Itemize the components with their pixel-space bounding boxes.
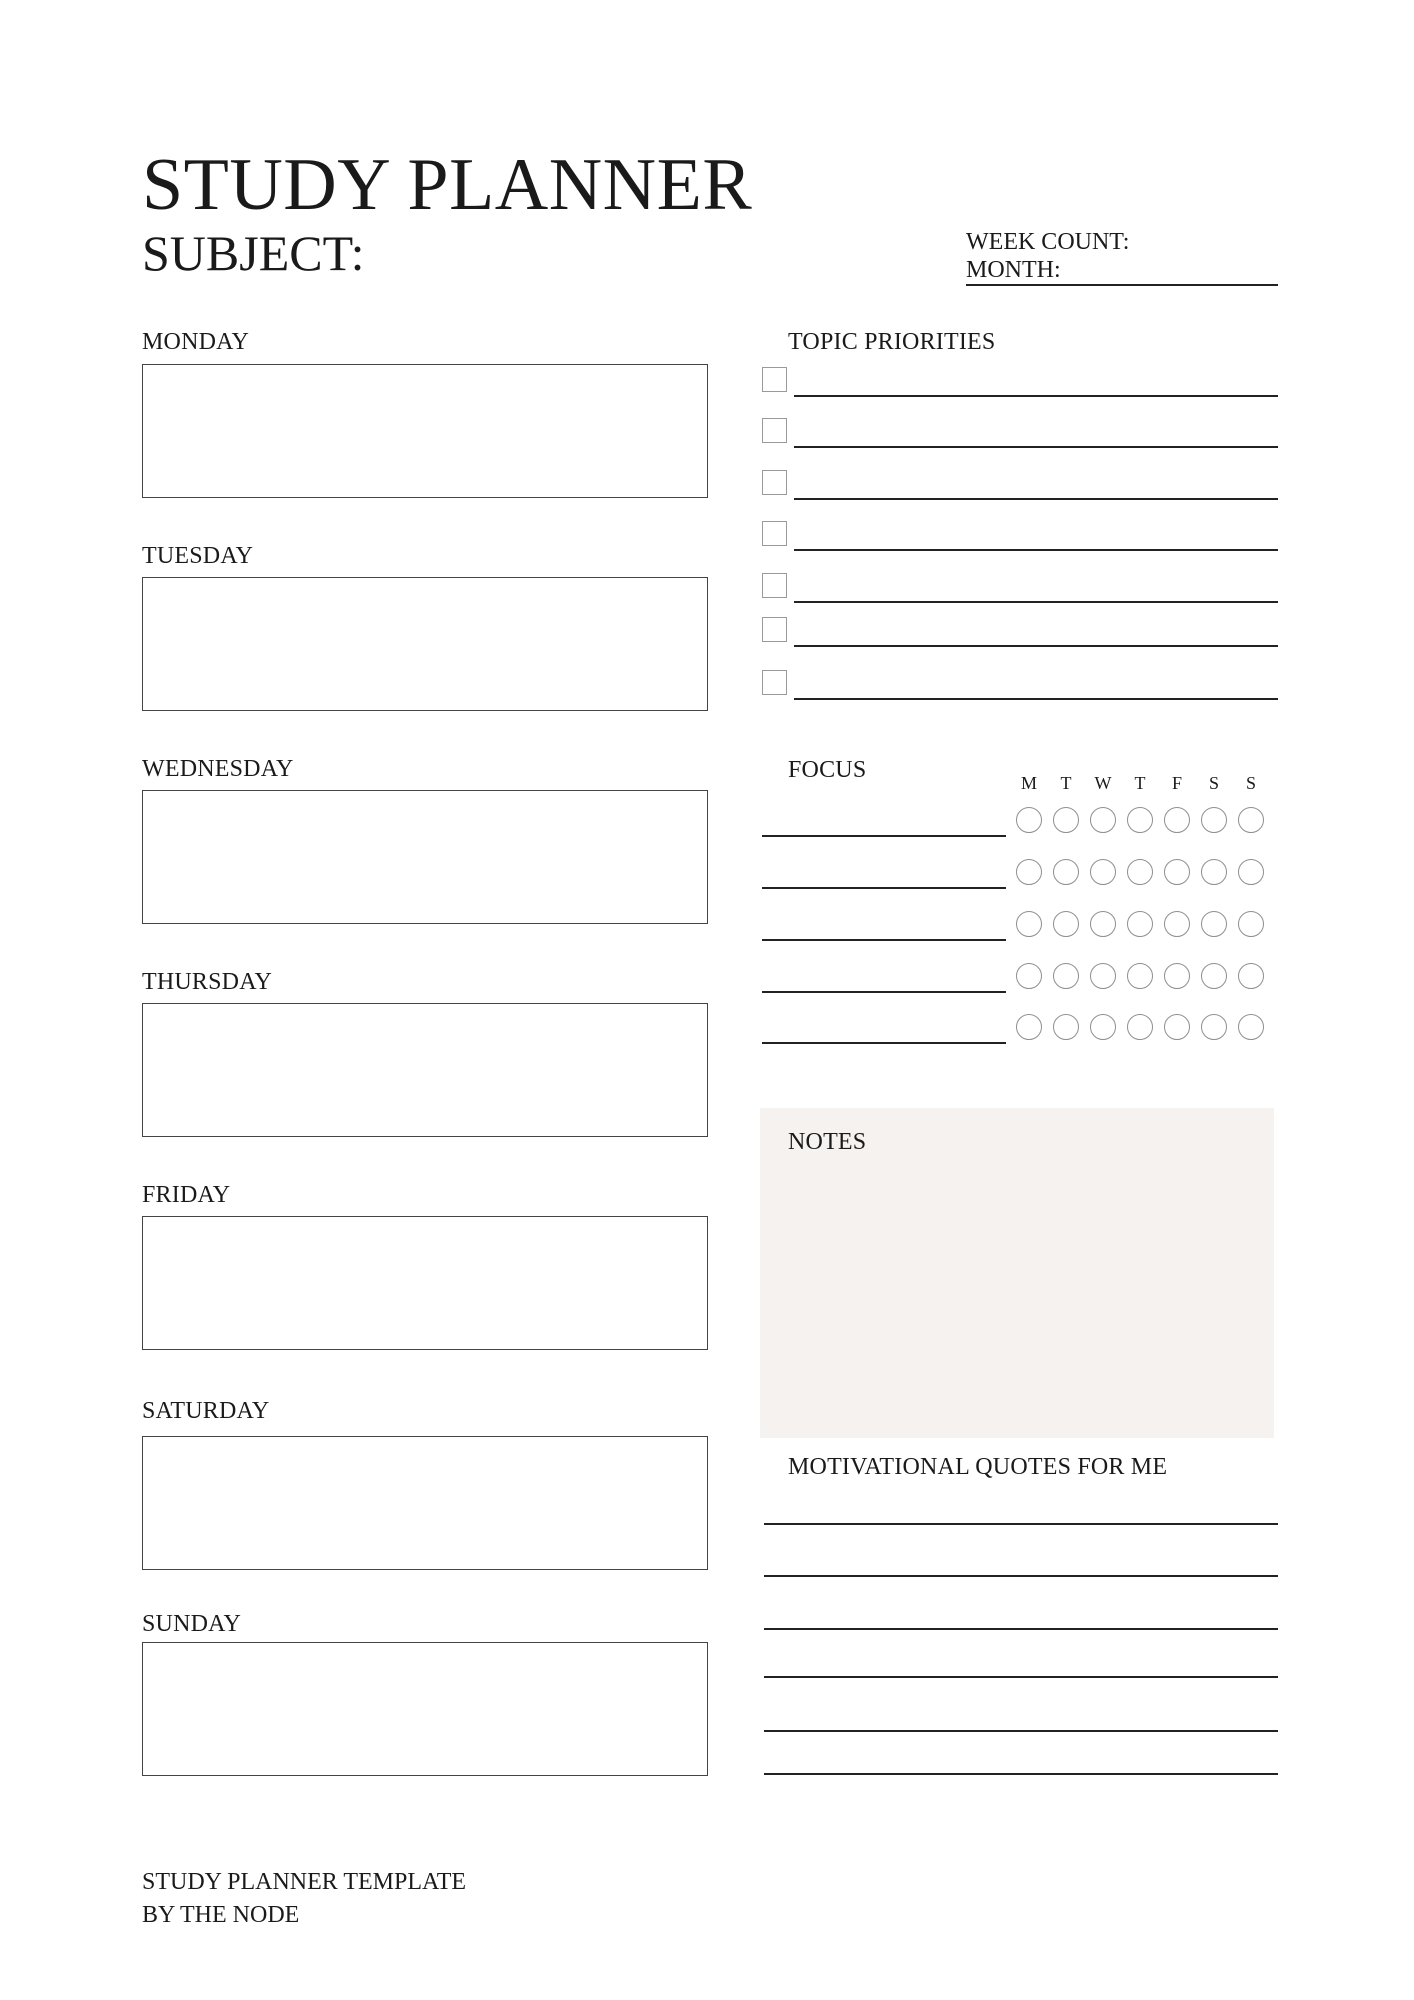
topic-priority-line[interactable] <box>794 601 1278 603</box>
quote-line[interactable] <box>764 1523 1278 1525</box>
day-box-saturday[interactable] <box>142 1436 708 1570</box>
focus-day-circle[interactable] <box>1053 859 1079 885</box>
motivational-quotes-label: MOTIVATIONAL QUOTES FOR ME <box>788 1454 1168 1480</box>
topic-priority-row <box>762 367 1278 397</box>
focus-day-circle[interactable] <box>1016 1014 1042 1040</box>
focus-day-circle[interactable] <box>1090 807 1116 833</box>
focus-day-circle[interactable] <box>1090 911 1116 937</box>
focus-day-circle[interactable] <box>1053 963 1079 989</box>
focus-day-circle[interactable] <box>1238 1014 1264 1040</box>
day-box-sunday[interactable] <box>142 1642 708 1776</box>
focus-weekday-header <box>1016 772 1278 794</box>
topic-priority-line[interactable] <box>794 446 1278 448</box>
focus-day-circle[interactable] <box>1016 807 1042 833</box>
focus-day-circle[interactable] <box>1127 963 1153 989</box>
focus-day-circle[interactable] <box>1016 911 1042 937</box>
month-label: MONTH: <box>966 257 1061 283</box>
focus-weekday-initial: M <box>1020 773 1037 793</box>
topic-priority-row <box>762 418 1278 448</box>
day-label-sunday: SUNDAY <box>142 1611 242 1637</box>
focus-day-circle[interactable] <box>1238 859 1264 885</box>
day-label-wednesday: WEDNESDAY <box>142 756 294 782</box>
focus-day-circle[interactable] <box>1164 1014 1190 1040</box>
week-count-label: WEEK COUNT: <box>966 229 1130 255</box>
focus-weekday-initial: T <box>1060 773 1072 793</box>
focus-row <box>762 1014 1278 1044</box>
page-title: STUDY PLANNER <box>142 144 753 226</box>
focus-weekday-initial: S <box>1245 773 1256 793</box>
focus-day-circle[interactable] <box>1238 963 1264 989</box>
day-box-monday[interactable] <box>142 364 708 498</box>
subject-label: SUBJECT: <box>142 225 365 281</box>
focus-weekday-initial: T <box>1134 773 1146 793</box>
focus-habit-line[interactable] <box>762 939 1006 941</box>
quote-line[interactable] <box>764 1575 1278 1577</box>
focus-day-circle[interactable] <box>1016 963 1042 989</box>
topic-priority-checkbox[interactable] <box>762 470 787 495</box>
focus-weekday-initial: F <box>1171 773 1182 793</box>
focus-day-circle[interactable] <box>1164 963 1190 989</box>
focus-day-circle[interactable] <box>1164 807 1190 833</box>
focus-day-circle[interactable] <box>1090 859 1116 885</box>
quote-line[interactable] <box>764 1676 1278 1678</box>
topic-priority-line[interactable] <box>794 395 1278 397</box>
focus-row <box>762 911 1278 941</box>
week-month-field[interactable] <box>966 228 1278 286</box>
focus-day-circle[interactable] <box>1201 1014 1227 1040</box>
topic-priority-checkbox[interactable] <box>762 521 787 546</box>
topic-priority-line[interactable] <box>794 698 1278 700</box>
quote-line[interactable] <box>764 1628 1278 1630</box>
focus-habit-line[interactable] <box>762 887 1006 889</box>
topic-priority-line[interactable] <box>794 549 1278 551</box>
focus-weekday-initial: S <box>1208 773 1219 793</box>
focus-day-circle[interactable] <box>1053 1014 1079 1040</box>
topic-priority-checkbox[interactable] <box>762 617 787 642</box>
day-label-thursday: THURSDAY <box>142 969 273 995</box>
focus-day-circle[interactable] <box>1127 1014 1153 1040</box>
topic-priorities-label: TOPIC PRIORITIES <box>788 329 996 355</box>
footer-line-1: STUDY PLANNER TEMPLATE <box>142 1869 467 1895</box>
focus-day-circle[interactable] <box>1164 859 1190 885</box>
footer-credit <box>142 1866 466 1932</box>
footer-line-2: BY THE NODE <box>142 1902 300 1928</box>
focus-day-circle[interactable] <box>1127 807 1153 833</box>
focus-day-circle[interactable] <box>1201 963 1227 989</box>
notes-label: NOTES <box>788 1129 867 1155</box>
focus-day-circle[interactable] <box>1238 911 1264 937</box>
focus-day-circle[interactable] <box>1090 963 1116 989</box>
day-label-monday: MONDAY <box>142 329 249 355</box>
topic-priority-checkbox[interactable] <box>762 418 787 443</box>
focus-day-circle[interactable] <box>1164 911 1190 937</box>
topic-priority-checkbox[interactable] <box>762 670 787 695</box>
focus-row <box>762 963 1278 993</box>
day-box-wednesday[interactable] <box>142 790 708 924</box>
topic-priority-checkbox[interactable] <box>762 573 787 598</box>
focus-habit-line[interactable] <box>762 1042 1006 1044</box>
focus-day-circle[interactable] <box>1016 859 1042 885</box>
focus-day-circle[interactable] <box>1127 859 1153 885</box>
day-label-friday: FRIDAY <box>142 1182 231 1208</box>
quote-line[interactable] <box>764 1730 1278 1732</box>
focus-day-circle[interactable] <box>1201 807 1227 833</box>
focus-label: FOCUS <box>788 757 867 783</box>
focus-day-circle[interactable] <box>1201 859 1227 885</box>
focus-day-circle[interactable] <box>1238 807 1264 833</box>
topic-priority-line[interactable] <box>794 645 1278 647</box>
quote-line[interactable] <box>764 1773 1278 1775</box>
topic-priority-row <box>762 617 1278 647</box>
focus-habit-line[interactable] <box>762 991 1006 993</box>
focus-row <box>762 807 1278 837</box>
focus-habit-line[interactable] <box>762 835 1006 837</box>
day-box-thursday[interactable] <box>142 1003 708 1137</box>
topic-priority-line[interactable] <box>794 498 1278 500</box>
day-label-saturday: SATURDAY <box>142 1398 270 1424</box>
day-box-friday[interactable] <box>142 1216 708 1350</box>
focus-day-circle[interactable] <box>1090 1014 1116 1040</box>
notes-panel[interactable] <box>760 1108 1274 1438</box>
topic-priority-checkbox[interactable] <box>762 367 787 392</box>
day-box-tuesday[interactable] <box>142 577 708 711</box>
topic-priority-row <box>762 521 1278 551</box>
topic-priority-row <box>762 573 1278 603</box>
day-label-tuesday: TUESDAY <box>142 543 254 569</box>
focus-weekday-initial: W <box>1094 773 1112 793</box>
focus-day-circle[interactable] <box>1127 911 1153 937</box>
focus-row <box>762 859 1278 889</box>
focus-day-circle[interactable] <box>1053 911 1079 937</box>
topic-priority-row <box>762 670 1278 700</box>
focus-day-circle[interactable] <box>1053 807 1079 833</box>
topic-priority-row <box>762 470 1278 500</box>
focus-day-circle[interactable] <box>1201 911 1227 937</box>
